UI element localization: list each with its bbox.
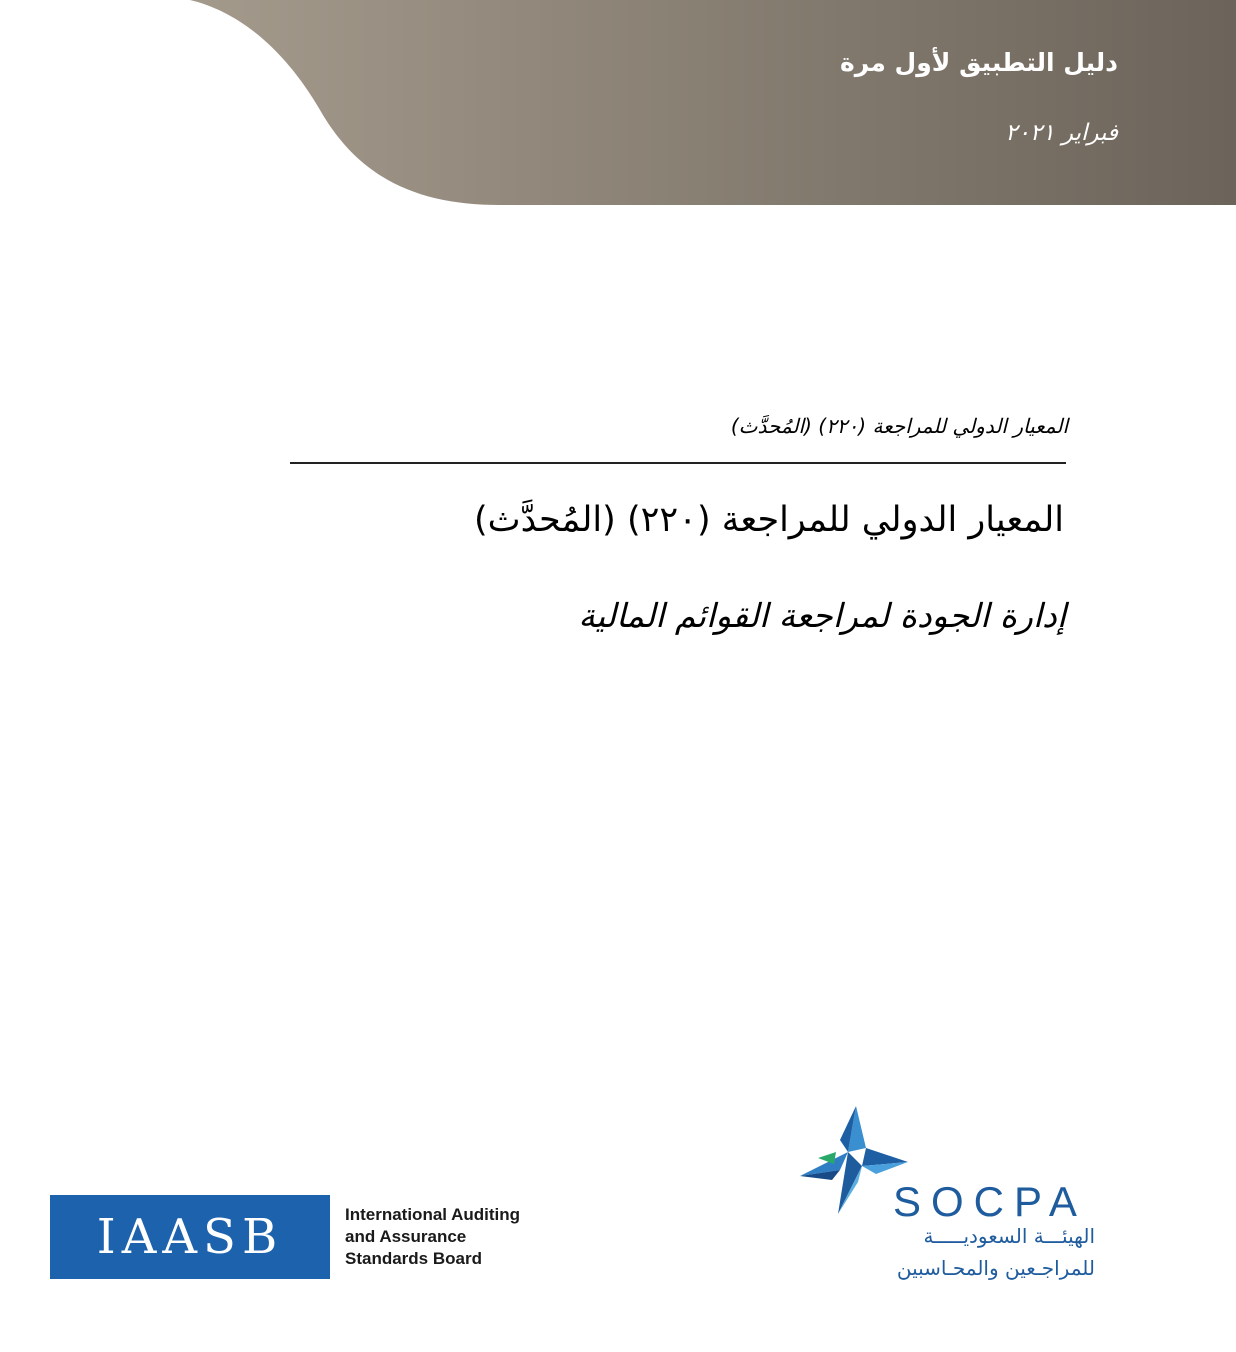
iaasb-full-name — [345, 1204, 565, 1270]
socpa-logo-text: SOCPA — [893, 1178, 1087, 1225]
iaasb-name-line: Standards Board — [345, 1249, 482, 1268]
iaasb-name-line: and Assurance — [345, 1227, 467, 1246]
running-header: المعيار الدولي للمراجعة (٢٢٠) (المُحدَّث) — [730, 414, 1068, 438]
banner-date: فبراير ٢٠٢١ — [1005, 120, 1118, 146]
iaasb-logo-text: IAASB — [96, 1209, 284, 1265]
header-divider — [290, 462, 1066, 464]
socpa-arabic-name-line1: الهيئـــة السعوديـــــة — [923, 1224, 1095, 1248]
iaasb-logo — [50, 1195, 330, 1279]
document-title: المعيار الدولي للمراجعة (٢٢٠) (المُحدَّث) — [473, 500, 1064, 540]
socpa-arabic-name-line2: للمراجـعين والمحـاسبين — [896, 1256, 1095, 1280]
iaasb-name-line: International Auditing — [345, 1205, 521, 1224]
banner-title: دليل التطبيق لأول مرة — [840, 48, 1118, 77]
header-banner — [0, 0, 1236, 205]
document-subtitle: إدارة الجودة لمراجعة القوائم المالية — [578, 596, 1066, 635]
